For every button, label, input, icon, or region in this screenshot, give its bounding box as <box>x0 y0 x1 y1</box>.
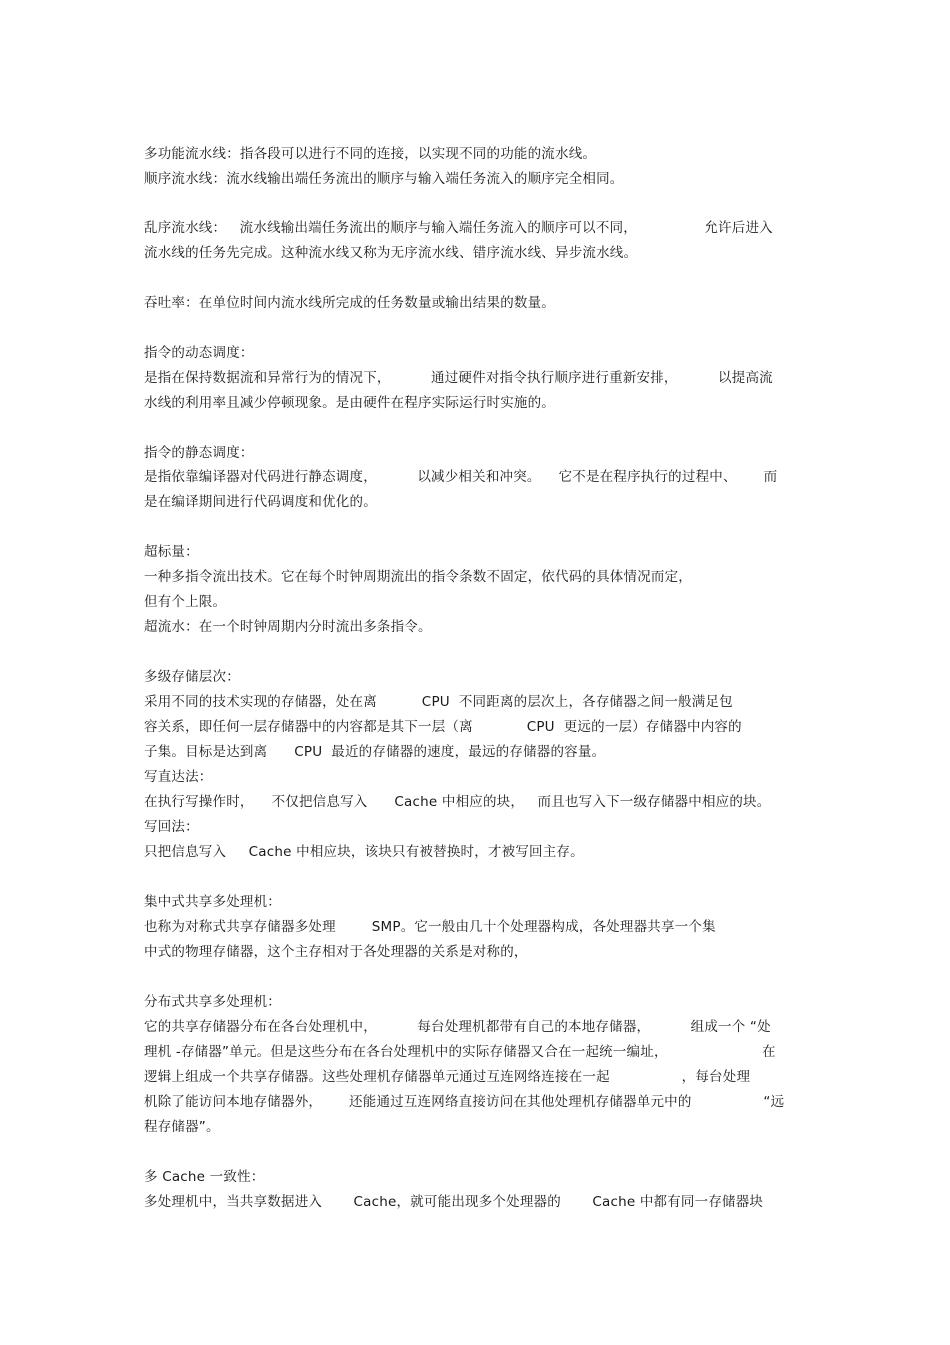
section-heading: 写直达法： <box>144 769 213 785</box>
text-line: 采用不同的技术实现的存储器，处在离 CPU 不同距离的层次上，各存储器之间一般满足包 <box>144 694 733 710</box>
text-line: 吞吐率：在单位时间内流水线所完成的任务数量或输出结果的数量。 <box>144 295 555 311</box>
text-line: 机除了能访问本地存储器外， 还能通过互连网络直接访问在其他处理机存储器单元中的 “远 <box>144 1094 785 1110</box>
section-heading: 多级存储层次： <box>144 669 240 685</box>
section-heading: 分布式共享多处理机： <box>144 994 281 1010</box>
text-line: 程存储器”。 <box>144 1119 220 1135</box>
text-line: 乱序流水线： 流水线输出端任务流出的顺序与输入端任务流入的顺序可以不同， 允许后进入 <box>144 220 773 236</box>
section-heading: 超标量： <box>144 544 199 560</box>
text-line: 只把信息写入 Cache 中相应块，该块只有被替换时，才被写回主存。 <box>144 844 584 860</box>
text-line: 多处理机中，当共享数据进入 Cache，就可能出现多个处理器的 Cache 中都有同一存储器块 <box>144 1194 764 1210</box>
text-line: 多功能流水线：指各段可以进行不同的连接，以实现不同的功能的流水线。 <box>144 146 597 162</box>
text-line: 也称为对称式共享存储器多处理 SMP。它一般由几十个处理器构成，各处理器共享一个集 <box>144 919 716 935</box>
section-heading: 多 Cache 一致性： <box>144 1169 265 1185</box>
text-line: 中式的物理存储器，这个主存相对于各处理器的关系是对称的， <box>144 944 528 960</box>
text-line: 是指依靠编译器对代码进行静态调度， 以减少相关和冲突。 它不是在程序执行的过程中、 而 <box>144 469 778 485</box>
section-heading: 指令的动态调度： <box>144 345 254 361</box>
text-line: 但有个上限。 <box>144 594 227 610</box>
text-line: 顺序流水线：流水线输出端任务流出的顺序与输入端任务流入的顺序完全相同。 <box>144 171 624 187</box>
text-line: 在执行写操作时， 不仅把信息写入 Cache 中相应的块， 而且也写入下一级存储器中相应的块。 <box>144 794 771 810</box>
text-line: 容关系，即任何一层存储器中的内容都是其下一层（离 CPU 更远的一层）存储器中内容的 <box>144 719 742 735</box>
text-line: 子集。目标是达到离 CPU 最近的存储器的速度，最远的存储器的容量。 <box>144 744 606 760</box>
section-heading: 指令的静态调度： <box>144 445 254 461</box>
text-line: 超流水：在一个时钟周期内分时流出多条指令。 <box>144 619 432 635</box>
text-line: 一种多指令流出技术。它在每个时钟周期流出的指令条数不固定，依代码的具体情况而定， <box>144 569 692 585</box>
text-line: 水线的利用率且减少停顿现象。是由硬件在程序实际运行时实施的。 <box>144 395 555 411</box>
text-line: 理机 -存储器”单元。但是这些分布在各台处理机中的实际存储器又合在一起统一编址， 在 <box>144 1044 776 1060</box>
section-heading: 写回法： <box>144 819 199 835</box>
text-line: 是在编译期间进行代码调度和优化的。 <box>144 494 377 510</box>
text-line: 它的共享存储器分布在各台处理机中， 每台处理机都带有自己的本地存储器， 组成一个 “处 <box>144 1019 771 1035</box>
text-line: 流水线的任务先完成。这种流水线又称为无序流水线、错序流水线、异步流水线。 <box>144 245 638 261</box>
text-line: 是指在保持数据流和异常行为的情况下， 通过硬件对指令执行顺序进行重新安排， 以提高流 <box>144 370 773 386</box>
section-heading: 集中式共享多处理机： <box>144 894 281 910</box>
text-line: 逻辑上组成一个共享存储器。这些处理机存储器单元通过互连网络连接在一起 ，每台处理 <box>144 1069 751 1085</box>
